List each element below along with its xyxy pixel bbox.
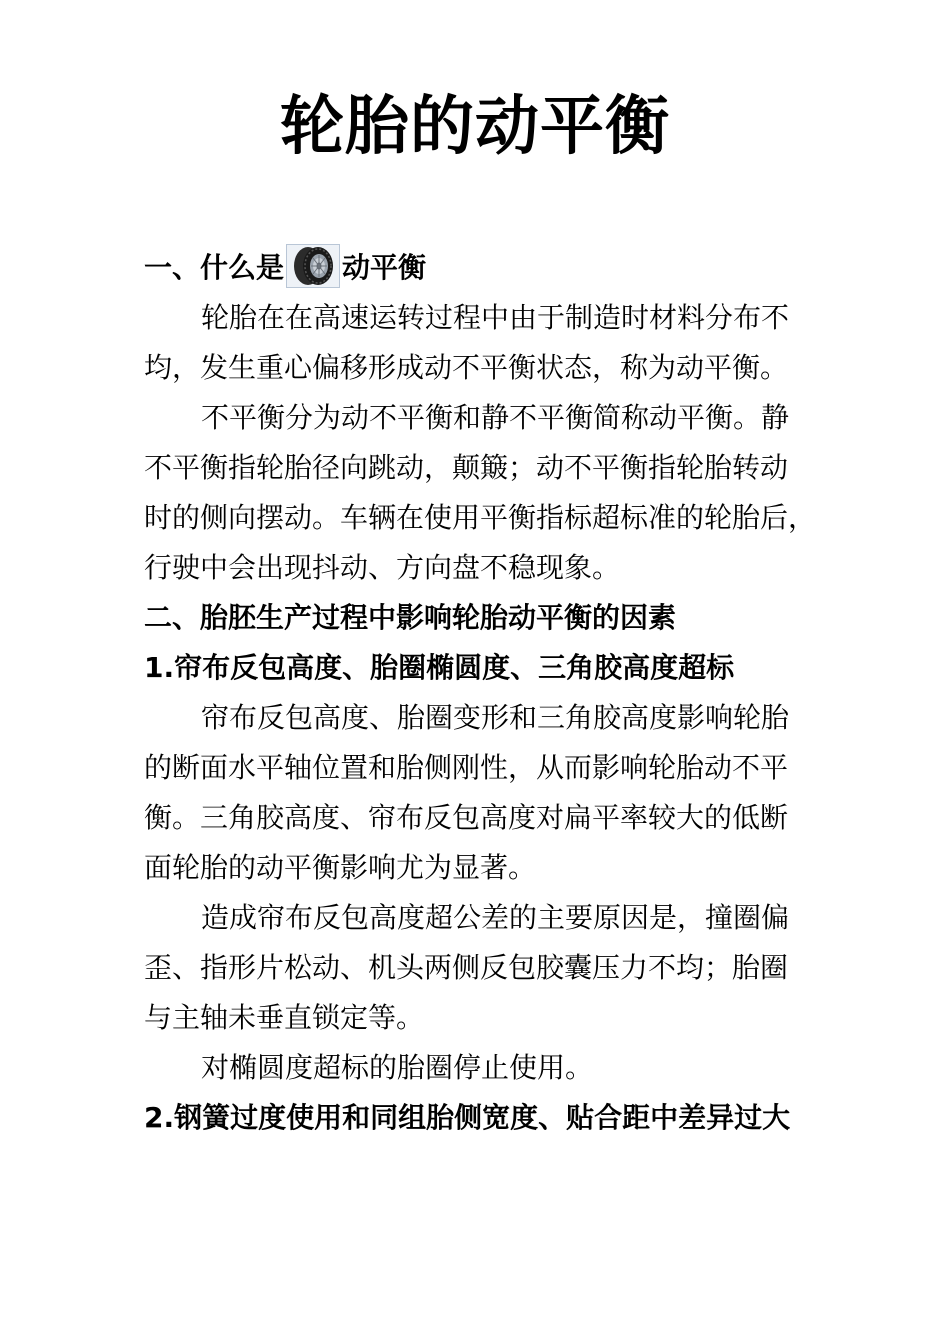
paragraph-line: 不平衡指轮胎径向跳动，颠簸；动不平衡指轮胎转动 (144, 451, 789, 484)
paragraph-line: 造成帘布反包高度超公差的主要原因是，撞圈偏 (201, 901, 790, 934)
document-body (144, 243, 816, 1143)
paragraph-line: 行驶中会出现抖动、方向盘不稳现象。 (144, 551, 621, 584)
section-heading-1 (144, 243, 816, 293)
section-heading-1-prefix: 一、什么是 (144, 251, 285, 284)
paragraph-line: 对椭圆度超标的胎圈停止使用。 (201, 1051, 594, 1084)
subsection-heading-2: 2.钢簧过度使用和同组胎侧宽度、贴合距中差异过大 (144, 1101, 791, 1134)
section-heading-2: 二、胎胚生产过程中影响轮胎动平衡的因素 (144, 601, 677, 634)
paragraph-line: 时的侧向摆动。车辆在使用平衡指标超标准的轮胎后， (144, 501, 817, 534)
paragraph-line: 衡。三角胶高度、帘布反包高度对扁平率较大的低断 (144, 801, 789, 834)
tire-icon (286, 244, 340, 288)
paragraph-line: 与主轴未垂直锁定等。 (144, 1001, 425, 1034)
section-heading-1-suffix: 动平衡 (342, 251, 427, 284)
document-title: 轮胎的动平衡 (280, 90, 670, 164)
paragraph-line: 帘布反包高度、胎圈变形和三角胶高度影响轮胎 (201, 701, 790, 734)
paragraph-line: 均，发生重心偏移形成动不平衡状态，称为动平衡。 (144, 351, 789, 384)
subsection-heading-1: 1.帘布反包高度、胎圈椭圆度、三角胶高度超标 (144, 651, 735, 684)
paragraph-line: 的断面水平轴位置和胎侧刚性，从而影响轮胎动不平 (144, 751, 789, 784)
paragraph-line: 歪、指形片松动、机头两侧反包胶囊压力不均；胎圈 (144, 951, 789, 984)
paragraph-line: 不平衡分为动不平衡和静不平衡简称动平衡。静 (201, 401, 790, 434)
paragraph-line: 面轮胎的动平衡影响尤为显著。 (144, 851, 537, 884)
paragraph-line: 轮胎在在高速运转过程中由于制造时材料分布不 (201, 301, 790, 334)
